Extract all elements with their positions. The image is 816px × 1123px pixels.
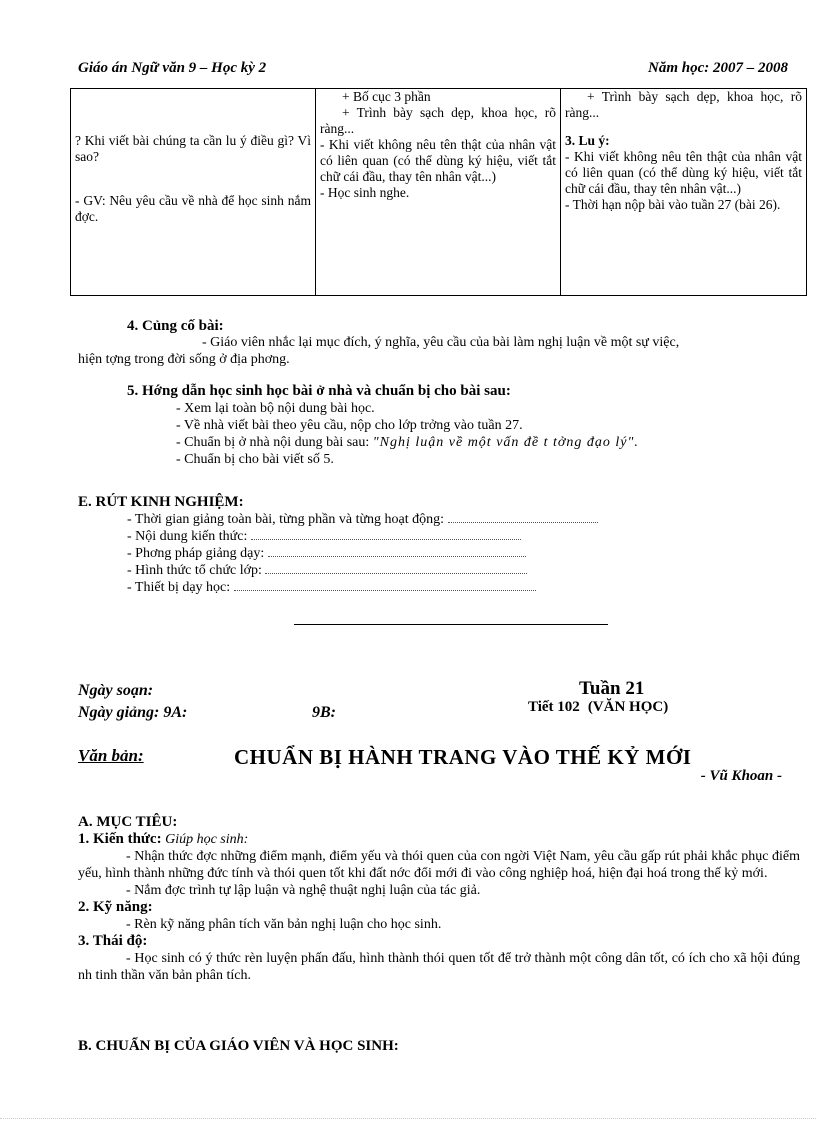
period-line	[528, 698, 668, 716]
fill-line	[251, 529, 521, 540]
lesson-title: CHUẨN BỊ HÀNH TRANG VÀO THẾ KỶ MỚI	[234, 745, 692, 769]
list-item: - Phơng pháp giảng dạy:	[127, 545, 727, 562]
next-lesson-title: "Nghị luận về một vấn đề t tởng đạo lý".	[372, 435, 639, 450]
class-9b: 9B:	[312, 704, 336, 721]
text-label: Văn bản:	[78, 746, 144, 765]
content-line-2: - Khi viết không nêu tên thật của nhân vật có liên quan (có thể dùng ký hiệu, viết tắt chữ cái đầu, thay tên nhân vật...)	[565, 149, 802, 196]
table-row	[71, 89, 807, 296]
prep-title: B. CHUẨN BỊ CỦA GIÁO VIÊN VÀ HỌC SINH:	[78, 1038, 399, 1054]
teach-date: Ngày giảng: 9A:	[78, 704, 188, 721]
list-item: - Chuẩn bị cho bài viết số 5.	[176, 452, 334, 467]
attitude-para: - Học sinh có ý thức rèn luyện phấn đấu, hình thành thói quen tốt để trở thành một công dân tốt, có ích cho xã hội đúng nh tinh thần văn bản phân tích.	[78, 951, 800, 983]
skill-para: - Rèn kỹ năng phân tích văn bản nghị luận cho học sinh.	[126, 917, 442, 932]
homework-list	[176, 400, 796, 468]
consolidate-text: - Giáo viên nhắc lại mục đích, ý nghĩa, yêu cầu của bài làm nghị luận về một sự việc, hiện tợng trong đời sống ở địa phơng.	[78, 335, 680, 367]
student-line-2: + Trình bày sạch dẹp, khoa học, rõ ràng...	[320, 105, 556, 136]
experience-list	[127, 511, 727, 596]
content-heading: 3. Lu ý:	[565, 133, 610, 148]
consolidate-title: 4. Củng cố bài:	[127, 318, 224, 334]
fill-line	[268, 546, 526, 557]
table-cell-content	[561, 89, 807, 296]
list-item: - Xem lại toàn bộ nội dung bài học.	[176, 401, 375, 416]
list-item: - Thời gian giảng toàn bài, từng phần và từng hoạt động:	[127, 511, 727, 528]
fill-line	[448, 512, 598, 523]
content-line-3: - Thời hạn nộp bài vào tuần 27 (bài 26).	[565, 197, 781, 212]
student-line-3: - Khi viết không nêu tên thật của nhân vật có liên quan (có thể dùng ký hiệu, viết tắt chữ cái đầu, thay tên nhân vật...)	[320, 137, 556, 184]
lesson-table	[70, 88, 807, 296]
teacher-question: ? Khi viết bài chúng ta cần lu ý điều gì? Vì sao?	[75, 133, 311, 164]
skill-heading: 2. Kỹ năng:	[78, 899, 153, 915]
experience-title: E. RÚT KINH NGHIỆM:	[78, 494, 244, 510]
student-line-4: - Học sinh nghe.	[320, 185, 410, 200]
fill-line	[265, 563, 527, 574]
teacher-instruction: - GV: Nêu yêu cầu về nhà để học sinh nắm đợc.	[75, 193, 311, 224]
table-cell-student	[316, 89, 561, 296]
knowledge-para-2: - Nắm đợc trình tự lập luận và nghệ thuật nghị luận của tác giả.	[126, 883, 481, 898]
content-line-1: + Trình bày sạch dẹp, khoa học, rõ ràng...	[565, 89, 802, 120]
objectives-title: A. MỤC TIÊU:	[78, 814, 178, 830]
knowledge-para-1: - Nhận thức đợc những điểm mạnh, điểm yếu và thói quen của con ngời Việt Nam, yêu cầu gấp rút phải khắc phục điểm yếu, hình thành những đức tính và thói quen tốt khi đất nớc đổi mới đi vào công nghiệp hoá, hiện đại hoá trong thế kỷ mới.	[78, 849, 800, 881]
list-item: - Thiết bị dạy học:	[127, 579, 727, 596]
prep-date: Ngày soạn:	[78, 682, 154, 699]
page-bottom-border	[0, 1118, 816, 1119]
homework-title: 5. Hớng dẫn học sinh học bài ở nhà và chuẩn bị cho bài sau:	[127, 383, 511, 399]
attitude-heading: 3. Thái độ:	[78, 933, 148, 949]
author-name: - Vũ Khoan -	[700, 768, 782, 784]
list-item: - Hình thức tổ chức lớp:	[127, 562, 727, 579]
list-item: - Về nhà viết bài theo yêu cầu, nộp cho lớp trởng vào tuần 27.	[176, 418, 523, 433]
section-divider	[294, 624, 608, 625]
table-cell-teacher	[71, 89, 316, 296]
knowledge-heading: 1. Kiến thức: Giúp học sinh:	[78, 831, 249, 847]
student-line-1: + Bố cục 3 phần	[342, 89, 431, 104]
page-header-right: Năm học: 2007 – 2008	[648, 60, 788, 76]
page-header-left: Giáo án Ngữ văn 9 – Học kỳ 2	[78, 60, 267, 76]
period-number: Tiết 102	[528, 699, 580, 715]
list-item: - Chuẩn bị ở nhà nội dung bài sau: "Nghị luận về một vấn đề t tởng đạo lý".	[176, 435, 639, 450]
lesson-type: (VĂN HỌC)	[587, 699, 669, 715]
objectives-section	[78, 814, 800, 984]
fill-line	[234, 580, 536, 591]
week-number: Tuần 21	[579, 678, 645, 699]
list-item: - Nội dung kiến thức:	[127, 528, 727, 545]
